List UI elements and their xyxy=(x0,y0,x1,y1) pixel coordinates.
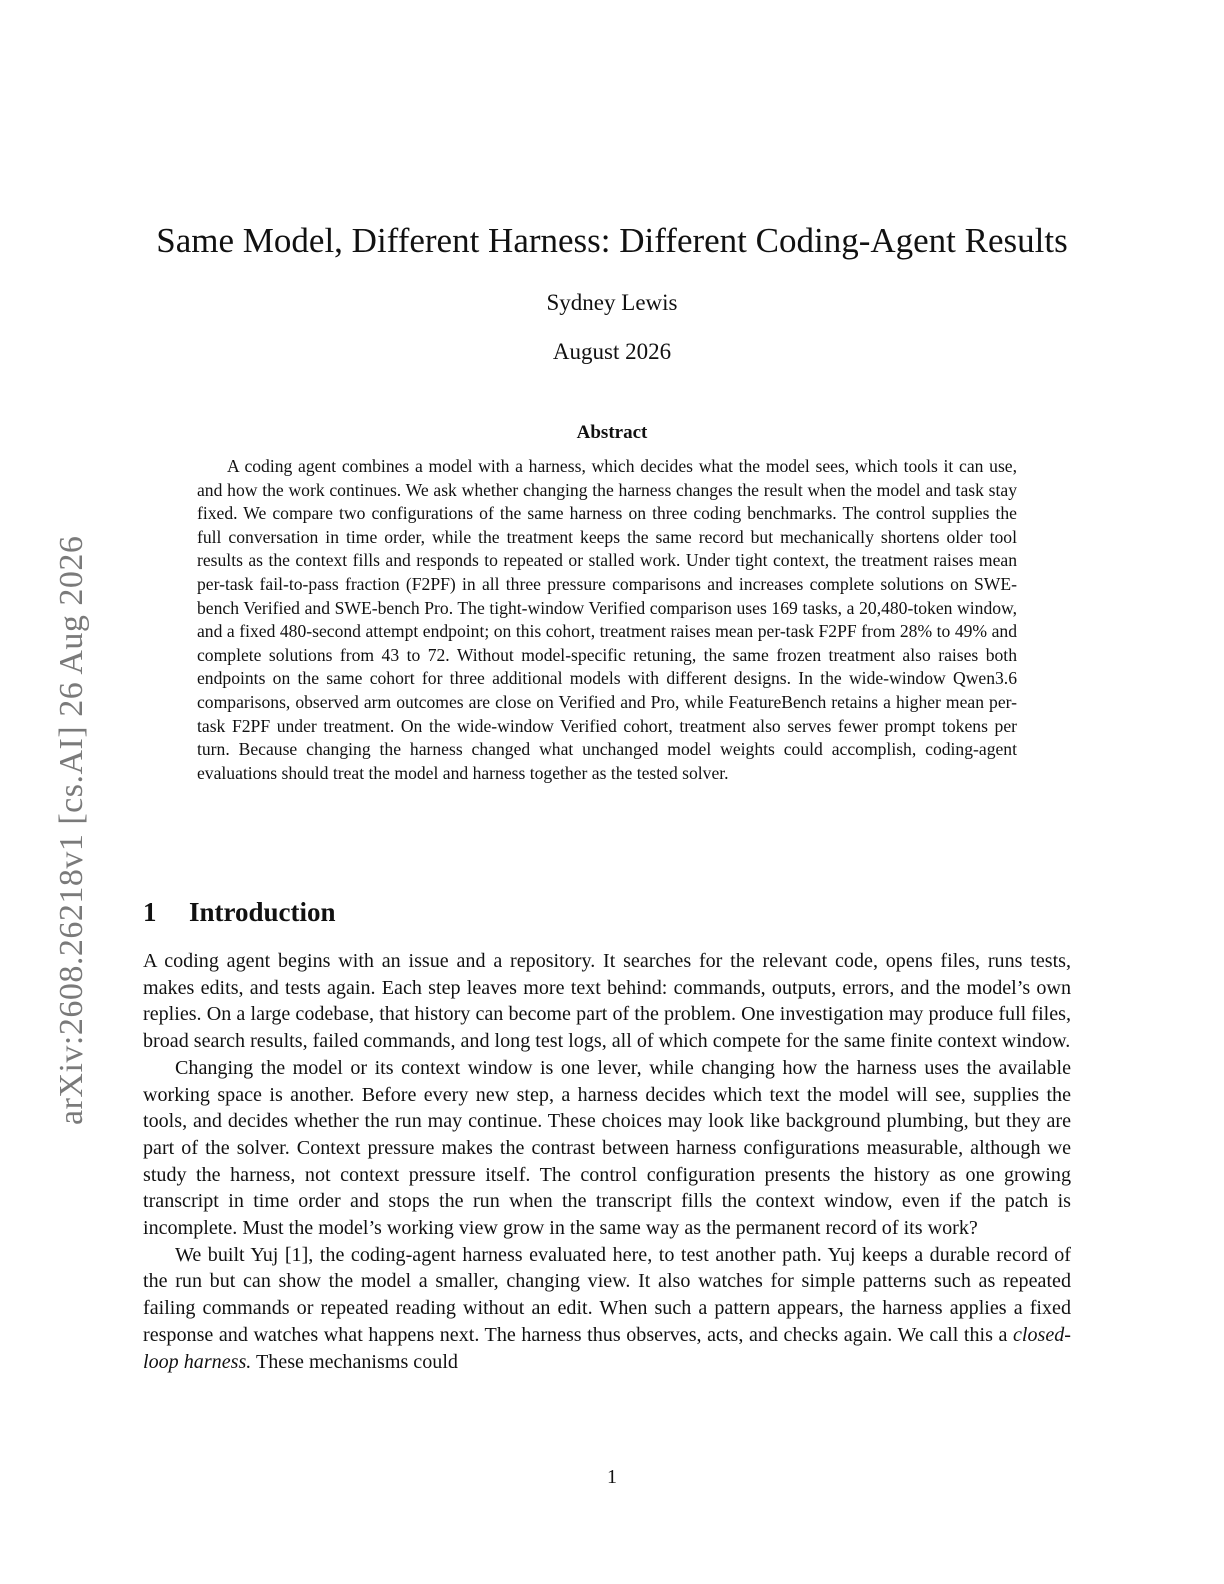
section-number: 1 xyxy=(143,897,157,927)
arxiv-identifier: arXiv:2608.26218v1 [cs.AI] 26 Aug 2026 xyxy=(53,535,90,1125)
intro-paragraph-3-text: We built Yuj [1], the coding-agent harness evaluated here, to test another path. Yuj keeps a durable record of the run but can show the model a smaller, changing view. It also watches for simple patterns such as repeated failing commands or repeated reading without an edit. When such a pattern appears, the harness applies a fixed response and watches what happens next. The harness thus observes, acts, and checks again. We call this a xyxy=(143,1243,1071,1346)
section-title: Introduction xyxy=(189,897,336,927)
intro-paragraph-3 xyxy=(143,1242,1071,1376)
author-name: Sydney Lewis xyxy=(546,290,678,315)
section-heading xyxy=(143,894,336,930)
closed-loop-harness-term: closed-loop harness. xyxy=(143,1323,1071,1373)
intro-paragraph-3-tail: These mechanisms could xyxy=(251,1350,458,1373)
abstract-text: A coding agent combines a model with a harness, which decides what the model sees, which tools it can use, and how the work continues. We ask whether changing the harness changes the result when the model and task stay fixed. We compare two configurations of the same harness on three coding benchmarks. The control supplies the full conversation in time order, while the treatment keeps the same record but mechanically shortens older tool results as the context fills and responds to repeated or stalled work. Under tight context, the treatment raises mean per-task fail-to-pass fraction (F2PF) in all three pressure comparisons and increases complete solutions on SWE-bench Verified and SWE-bench Pro. The tight-window Verified comparison uses 169 tasks, a 20,480-token window, and a fixed 480-second attempt endpoint; on this cohort, treatment raises mean per-task F2PF from 28% to 49% and complete solutions from 43 to 72. Without model-specific retuning, the same frozen treatment also raises both endpoints on the same cohort for three additional models with different designs. In the wide-window Qwen3.6 comparisons, observed arm outcomes are close on Verified and Pro, while FeatureBench retains a higher mean per-task F2PF under treatment. On the wide-window Verified cohort, treatment also serves fewer prompt tokens per turn. Because changing the harness changed what unchanged model weights could accomplish, coding-agent evaluations should treat the model and harness together as the tested solver. xyxy=(197,456,1017,783)
publication-date: August 2026 xyxy=(552,339,672,364)
page-number: 1 xyxy=(607,1466,617,1488)
paper-title: Same Model, Different Harness: Different Coding-Agent Results xyxy=(156,221,1068,260)
abstract-heading: Abstract xyxy=(576,422,648,443)
intro-paragraph-1: A coding agent begins with an issue and a repository. It searches for the relevant code, opens files, runs tests, makes edits, and tests again. Each step leaves more text behind: commands, outputs, errors, and the model’s own replies. On a large codebase, that history can become part of the problem. One investigation may produce full files, broad search results, failed commands, and long test logs, all of which compete for the same finite context window. xyxy=(143,950,1071,1053)
intro-paragraph-2: Changing the model or its context window is one lever, while changing how the harness uses the available working space is another. Before every new step, a harness decides which text the model will see, supplies the tools, and decides whether the run may continue. These choices may look like background plumbing, but they are part of the solver. Context pressure makes the contrast between harness configurations measurable, although we study the harness, not context pressure itself. The control configuration presents the history as one growing transcript in time order and stops the run when the transcript fills the context window, even if the patch is incomplete. Must the model’s working view grow in the same way as the permanent record of its work? xyxy=(143,1056,1071,1240)
introduction-body xyxy=(143,948,1071,1375)
